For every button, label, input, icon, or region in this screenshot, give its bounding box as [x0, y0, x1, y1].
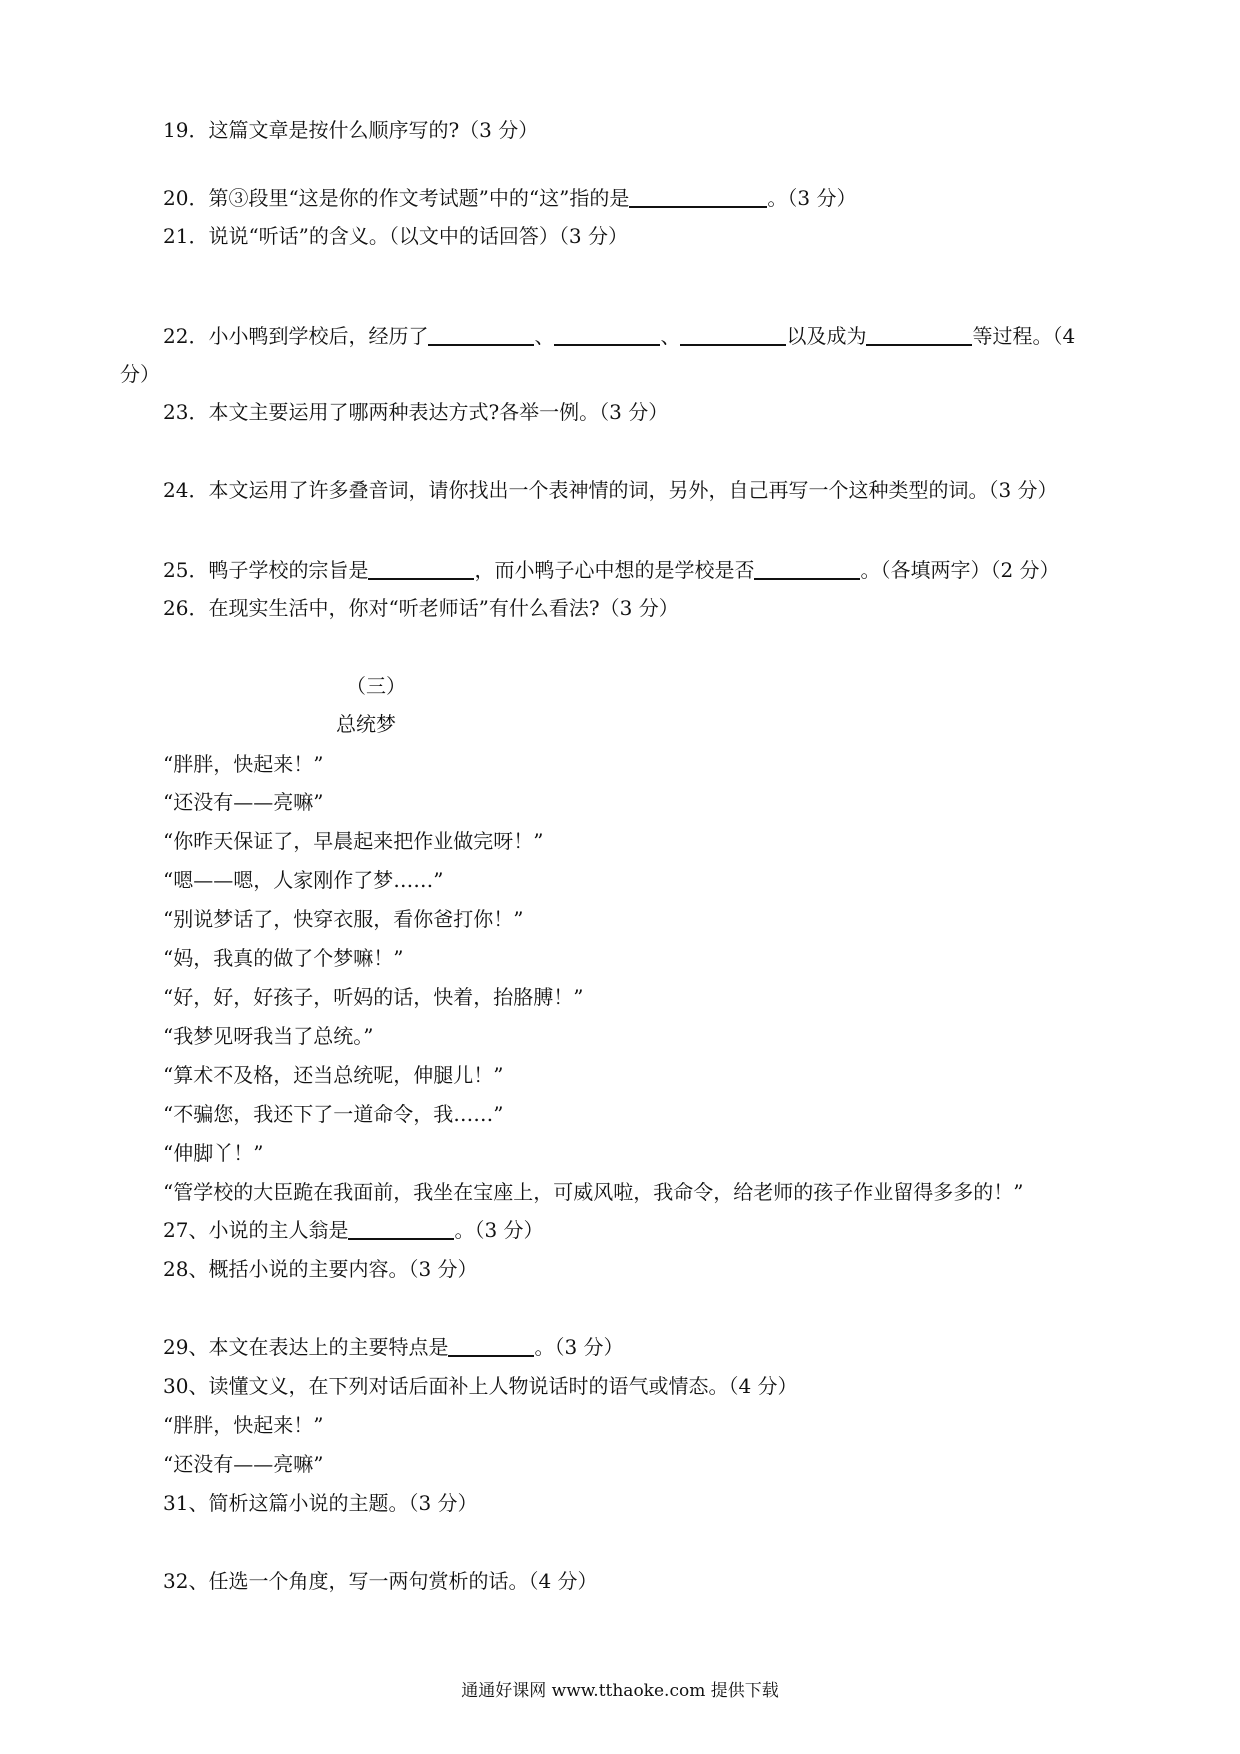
- question-24: 24．本文运用了许多叠音词，请你找出一个表神情的词，另外，自己再写一个这种类型的词。（3 分）: [163, 478, 1058, 502]
- question-32: 32、任选一个角度，写一两句赏析的话。（4 分）: [163, 1569, 598, 1593]
- question-20-points: 。（3 分）: [767, 186, 857, 210]
- question-22-text-3: 等过程。（4: [972, 324, 1076, 348]
- question-19: 19．这篇文章是按什么顺序写的?（3 分）: [163, 118, 539, 142]
- section-number: （三）: [346, 674, 406, 698]
- answer-blank: [554, 322, 660, 346]
- dialogue-line: “嗯——嗯，人家刚作了梦……”: [163, 868, 444, 892]
- question-22: [163, 322, 1075, 350]
- dialogue-line: “我梦见呀我当了总统。”: [163, 1024, 374, 1048]
- answer-blank: [629, 184, 767, 208]
- question-25: [163, 556, 1060, 584]
- answer-blank: [428, 322, 534, 346]
- question-30-dialogue-line: “胖胖，快起来！”: [163, 1413, 324, 1437]
- dialogue-line: “别说梦话了，快穿衣服，看你爸打你！”: [163, 907, 524, 931]
- question-27-text: 27、小说的主人翁是: [163, 1218, 349, 1242]
- answer-blank: [448, 1333, 534, 1357]
- dialogue-line: “不骗您，我还下了一道命令，我……”: [163, 1102, 504, 1126]
- question-25-text: 25．鸭子学校的宗旨是: [163, 558, 369, 582]
- question-21: 21．说说“听话”的含义。（以文中的话回答）（3 分）: [163, 224, 628, 248]
- separator: 、: [534, 324, 555, 348]
- answer-blank: [754, 556, 860, 580]
- question-20-text: 20．第③段里“这是你的作文考试题”中的“这”指的是: [163, 186, 630, 210]
- question-23: 23．本文主要运用了哪两种表达方式?各举一例。（3 分）: [163, 400, 669, 424]
- question-29-text: 29、本文在表达上的主要特点是: [163, 1335, 449, 1359]
- question-31: 31、简析这篇小说的主题。（3 分）: [163, 1491, 478, 1515]
- question-29: [163, 1333, 624, 1361]
- dialogue-line: “管学校的大臣跪在我面前，我坐在宝座上，可威风啦，我命令，给老师的孩子作业留得多多的！”: [163, 1180, 1024, 1204]
- answer-blank: [368, 556, 474, 580]
- question-22-continued: 分）: [120, 362, 160, 386]
- section-title: 总统梦: [336, 712, 396, 736]
- separator: 、: [660, 324, 681, 348]
- page-footer: 通通好课网 www.tthaoke.com 提供下载: [461, 1681, 779, 1701]
- question-30: 30、读懂文义，在下列对话后面补上人物说话时的语气或情态。（4 分）: [163, 1374, 798, 1398]
- question-25-text-3: 。（各填两字）（2 分）: [860, 558, 1060, 582]
- question-25-text-2: ，而小鸭子心中想的是学校是否: [474, 558, 755, 582]
- dialogue-line: “算术不及格，还当总统呢，伸腿儿！”: [163, 1063, 504, 1087]
- question-27-points: 。（3 分）: [454, 1218, 544, 1242]
- dialogue-line: “胖胖，快起来！”: [163, 752, 324, 776]
- answer-blank: [348, 1216, 454, 1240]
- question-30-dialogue-line: “还没有——亮嘛”: [163, 1452, 324, 1476]
- answer-blank: [866, 322, 972, 346]
- question-29-points: 。（3 分）: [534, 1335, 624, 1359]
- dialogue-line: “伸脚丫！”: [163, 1141, 264, 1165]
- question-28: 28、概括小说的主要内容。（3 分）: [163, 1257, 478, 1281]
- dialogue-line: “还没有——亮嘛”: [163, 790, 324, 814]
- question-22-text: 22．小小鸭到学校后，经历了: [163, 324, 429, 348]
- dialogue-line: “好，好，好孩子，听妈的话，快着，抬胳膊！”: [163, 985, 584, 1009]
- dialogue-line: “你昨天保证了，早晨起来把作业做完呀！”: [163, 829, 544, 853]
- dialogue-line: “妈，我真的做了个梦嘛！”: [163, 946, 404, 970]
- question-27: [163, 1216, 544, 1244]
- question-22-text-2: 以及成为: [786, 324, 867, 348]
- answer-blank: [680, 322, 786, 346]
- question-26: 26．在现实生活中，你对“听老师话”有什么看法?（3 分）: [163, 596, 679, 620]
- question-20: [163, 184, 856, 212]
